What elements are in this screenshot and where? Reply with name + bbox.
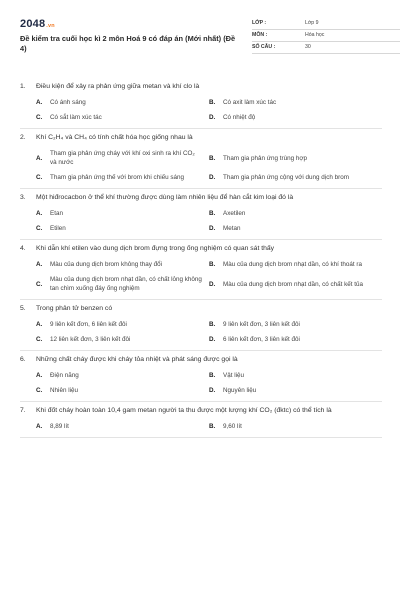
answer-option[interactable] [36,422,209,431]
option-letter: A. [36,99,43,106]
question-number: 7. [20,407,26,414]
option-letter: D. [209,280,216,288]
answer-options [36,260,382,293]
question-list [20,78,382,438]
logo-suffix: .vn [46,23,55,29]
answer-option[interactable] [36,98,209,107]
option-text: Điện năng [50,372,79,379]
option-letter: D. [209,387,216,394]
answer-option[interactable] [36,209,209,218]
answer-options [36,98,382,122]
question-header [20,406,382,416]
answer-options [36,149,382,182]
option-text: Metan [223,225,241,232]
answer-option[interactable] [209,422,382,431]
meta-row-class [252,18,400,30]
answer-options [36,371,382,395]
answer-option[interactable] [209,320,382,329]
page-title: Đề kiểm tra cuối học kì 2 môn Hoá 9 có đáp án (Mới nhất) (Đề 4) [20,34,236,53]
question-number: 6. [20,356,26,363]
question-item [20,129,382,189]
answer-option[interactable] [209,224,382,233]
answer-option[interactable] [209,371,382,380]
question-text: Khí C₂H₄ và CH₄ có tính chất hóa học giống nhau là [36,134,193,141]
option-text: 9,60 lít [223,423,242,430]
meta-row-subject [252,30,400,42]
option-letter: A. [36,261,43,268]
exam-meta [252,18,400,54]
option-letter: B. [209,210,216,217]
option-text: Màu của dung dịch brom nhạt dần, có chất kết tủa [223,280,364,288]
answer-option[interactable] [36,173,209,182]
option-text: 9 liên kết đơn, 6 liên kết đôi [50,321,127,328]
question-header [20,193,382,203]
question-header [20,133,382,143]
option-letter: D. [209,225,216,232]
option-text: Tham gia phản ứng thế với brom khi chiếu sáng [50,174,185,181]
answer-option[interactable] [209,113,382,122]
option-letter: C. [36,174,43,181]
answer-option[interactable] [209,335,382,344]
option-text: Nguyên liệu [223,387,257,394]
answer-options [36,320,382,344]
option-text: Có ánh sáng [50,99,86,106]
meta-label: LỚP : [252,20,267,26]
answer-option[interactable] [209,209,382,218]
option-text: Etilen [50,225,66,232]
question-item [20,402,382,438]
meta-value: 30 [305,44,311,50]
option-letter: C. [36,225,43,232]
option-letter: C. [36,387,43,394]
question-text: Khi dẫn khí etilen vào dung dịch brom đựng trong ống nghiệm có quan sát thấy [36,245,275,252]
answer-option[interactable] [36,113,209,122]
option-text: Màu của dung dịch brom không thay đổi [50,261,163,268]
meta-value: Lớp 9 [305,20,319,26]
meta-label: SỐ CÂU : [252,44,276,50]
option-letter: B. [209,372,216,379]
question-text: Trong phân tử benzen có [36,305,113,312]
answer-option[interactable] [36,149,209,167]
option-text: 9 liên kết đơn, 3 liên kết đôi [223,321,300,328]
option-letter: A. [36,210,43,217]
answer-option[interactable] [36,335,209,344]
option-text: Tham gia phản ứng cộng với dung dịch brom [223,174,349,181]
option-text: 6 liên kết đơn, 3 liên kết đôi [223,336,300,343]
option-text: 12 liên kết đơn, 3 liên kết đôi [50,336,131,343]
logo-brand: 2048 [20,18,46,30]
option-letter: D. [209,174,216,181]
option-text: Nhiên liệu [50,387,79,394]
question-number: 4. [20,245,26,252]
answer-option[interactable] [36,371,209,380]
answer-options [36,209,382,233]
option-letter: B. [209,423,216,430]
answer-option[interactable] [209,260,382,269]
option-letter: A. [36,321,43,328]
answer-option[interactable] [36,386,209,395]
answer-option[interactable] [209,275,382,293]
meta-label: MÔN : [252,32,268,38]
question-number: 1. [20,83,26,90]
option-letter: A. [36,423,43,430]
question-header [20,355,382,365]
option-letter: B. [209,154,216,162]
option-text: Axetilen [223,210,246,217]
question-item [20,78,382,129]
option-text: Có nhiệt độ [223,114,256,121]
meta-row-count [252,42,400,54]
answer-option[interactable] [209,173,382,182]
option-text: Tham gia phản ứng trùng hợp [223,154,307,162]
meta-value: Hóa học [305,32,325,38]
question-header [20,244,382,254]
question-text: Điều kiện để xảy ra phản ứng giữa metan và khí clo là [36,83,200,90]
option-letter: A. [36,372,43,379]
option-letter: D. [209,336,216,343]
question-item [20,351,382,402]
question-number: 5. [20,305,26,312]
answer-option[interactable] [36,320,209,329]
answer-option[interactable] [36,260,209,269]
question-item [20,189,382,240]
question-item [20,240,382,300]
question-item [20,300,382,351]
question-number: 3. [20,194,26,201]
option-text: Màu của dung dịch brom nhạt dần, có chất lỏng không tan chìm xuống đáy ống nghiệm [50,276,202,292]
question-header [20,304,382,314]
site-logo[interactable] [20,18,55,30]
option-text: Etan [50,210,63,217]
answer-option[interactable] [36,224,209,233]
option-letter: B. [209,321,216,328]
question-number: 2. [20,134,26,141]
option-letter: D. [209,114,216,121]
question-text: Một hiđrocacbon ở thể khí thường được dùng làm nhiên liệu để hàn cắt kim loại đó là [36,194,294,201]
option-letter: C. [36,280,43,288]
option-letter: C. [36,114,43,121]
option-letter: B. [209,261,216,268]
answer-options [36,422,382,431]
option-text: Có sắt làm xúc tác [50,114,102,121]
option-text: Có axit làm xúc tác [223,99,277,106]
option-text: 8,89 lít [50,423,69,430]
option-letter: B. [209,99,216,106]
option-text: Màu của dung dịch brom nhạt dần, có khí thoát ra [223,261,362,268]
option-text: Vật liệu [223,372,245,379]
option-letter: A. [36,154,43,162]
answer-option[interactable] [36,275,209,293]
option-letter: C. [36,336,43,343]
question-text: Những chất cháy được khi cháy tỏa nhiệt và phát sáng được gọi là [36,356,238,363]
question-header [20,82,382,92]
option-text: Tham gia phản ứng cháy với khí oxi sinh ra khí CO₂ và nước [50,150,195,166]
answer-option[interactable] [209,149,382,167]
question-text: Khi đốt cháy hoàn toàn 10,4 gam metan người ta thu được một lượng khí CO₂ (đktc) có thể tích là [36,407,332,414]
page-header [20,18,382,58]
answer-option[interactable] [209,98,382,107]
answer-option[interactable] [209,386,382,395]
